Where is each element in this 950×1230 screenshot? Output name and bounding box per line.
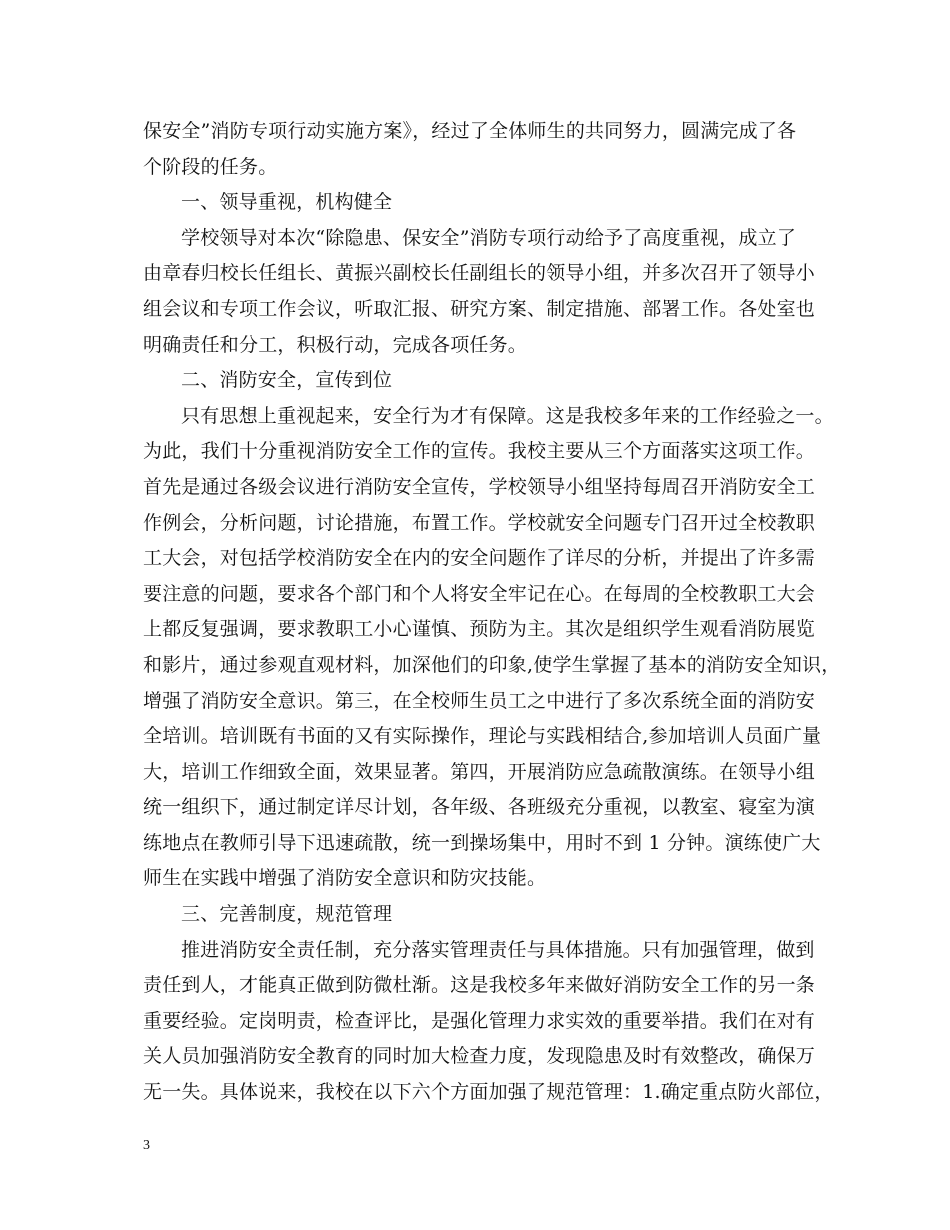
text-line: 增强了消防安全意识。第三，在全校师生员工之中进行了多次系统全面的消防安 bbox=[143, 689, 816, 712]
text-line: 作例会，分析问题，讨论措施，布置工作。学校就安全问题专门召开过全校教职 bbox=[143, 511, 816, 534]
text-line: 关人员加强消防安全教育的同时加大检查力度，发现隐患及时有效整改，确保万 bbox=[143, 1045, 816, 1068]
page-number: 3 bbox=[143, 1138, 150, 1153]
text-line: 个阶段的任务。 bbox=[143, 155, 278, 178]
text-line: 只有思想上重视起来，安全行为才有保障。这是我校多年来的工作经验之一。 bbox=[181, 404, 834, 427]
text-line: 一、领导重视，机构健全 bbox=[181, 191, 393, 214]
text-line: 三、完善制度，规范管理 bbox=[181, 903, 393, 926]
text-line: 推进消防安全责任制，充分落实管理责任与具体措施。只有加强管理，做到 bbox=[181, 938, 815, 961]
text-line: 和影片，通过参观直观材料，加深他们的印象,使学生掌握了基本的消防安全知识， bbox=[143, 653, 841, 676]
text-line: 学校领导对本次“除隐患、保安全”消防专项行动给予了高度重视，成立了 bbox=[181, 226, 797, 249]
text-line: 保安全”消防专项行动实施方案》，经过了全体师生的共同努力，圆满完成了各 bbox=[143, 120, 797, 142]
text-line: 首先是通过各级会议进行消防安全宣传，学校领导小组坚持每周召开消防安全工 bbox=[143, 475, 816, 498]
text-line: 师生在实践中增强了消防安全意识和防灾技能。 bbox=[143, 867, 547, 890]
text-line: 统一组织下，通过制定详尽计划，各年级、各班级充分重视，以教室、寝室为演 bbox=[143, 796, 816, 819]
text-line: 要注意的问题，要求各个部门和个人将安全牢记在心。在每周的全校教职工大会 bbox=[143, 582, 816, 605]
text-line: 无一失。具体说来，我校在以下六个方面加强了规范管理：1.确定重点防火部位， bbox=[143, 1081, 834, 1104]
text-line: 由章春归校长任组长、黄振兴副校长任副组长的领导小组，并多次召开了领导小 bbox=[143, 262, 816, 285]
text-line: 工大会，对包括学校消防安全在内的安全问题作了详尽的分析，并提出了许多需 bbox=[143, 547, 816, 570]
text-line: 明确责任和分工，积极行动，完成各项任务。 bbox=[143, 333, 528, 356]
text-line: 为此，我们十分重视消防安全工作的宣传。我校主要从三个方面落实这项工作。 bbox=[143, 440, 816, 463]
text-line: 组会议和专项工作会议，听取汇报、研究方案、制定措施、部署工作。各处室也 bbox=[143, 297, 816, 320]
text-line: 重要经验。定岗明责，检查评比，是强化管理力求实效的重要举措。我们在对有 bbox=[143, 1009, 816, 1032]
document-body bbox=[143, 114, 841, 1111]
text-line: 大，培训工作细致全面，效果显著。第四，开展消防应急疏散演练。在领导小组 bbox=[143, 760, 816, 783]
text-line: 责任到人，才能真正做到防微杜渐。这是我校多年来做好消防安全工作的另一条 bbox=[143, 974, 816, 997]
text-line: 全培训。培训既有书面的又有实际操作，理论与实践相结合,参加培训人员面广量 bbox=[143, 725, 822, 748]
text-line: 练地点在教师引导下迅速疏散，统一到操场集中，用时不到 1 分钟。演练使广大 bbox=[143, 831, 821, 854]
text-line: 二、消防安全，宣传到位 bbox=[181, 369, 393, 392]
text-line: 上都反复强调，要求教职工小心谨慎、预防为主。其次是组织学生观看消防展览 bbox=[143, 618, 816, 641]
